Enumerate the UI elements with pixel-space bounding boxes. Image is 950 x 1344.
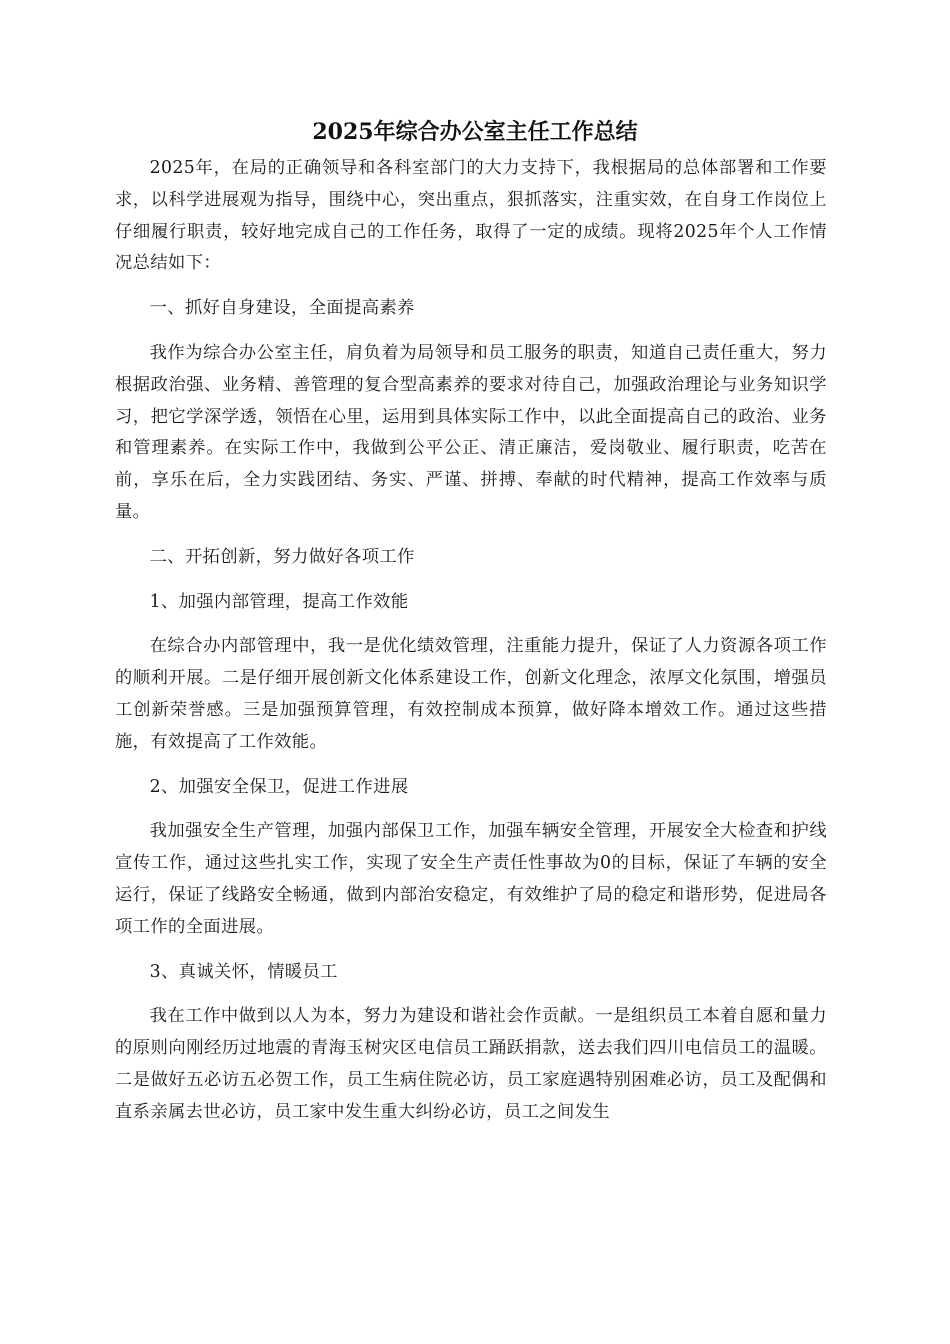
subsection-1-paragraph: 在综合办内部管理中，我一是优化绩效管理，注重能力提升，保证了人力资源各项工作的顺利开展。二是仔细开展创新文化体系建设工作，创新文化理念，浓厚文化氛围，增强员工创新荣誉感。三是加强预算管理，有效控制成本预算，做好降本增效工作。通过这些措施，有效提高了工作效能。 — [115, 636, 827, 752]
subsection-2-paragraph: 我加强安全生产管理，加强内部保卫工作，加强车辆安全管理，开展安全大检查和护线宣传工作，通过这些扎实工作，实现了安全生产责任性事故为0的目标，保证了车辆的安全运行，保证了线路安全畅通，做到内部治安稳定，有效维护了局的稳定和谐形势，促进局各项工作的全面进展。 — [115, 821, 827, 937]
section-heading-2: 二、开拓创新，努力做好各项工作 — [149, 546, 415, 567]
subsection-heading-2: 2、加强安全保卫，促进工作进展 — [149, 776, 409, 797]
intro-paragraph: 2025年，在局的正确领导和各科室部门的大力支持下，我根据局的总体部署和工作要求，以科学进展观为指导，围绕中心，突出重点，狠抓落实，注重实效，在自身工作岗位上仔细履行职责，较好地完成自己的工作任务，取得了一定的成绩。现将2025年个人工作情况总结如下： — [115, 158, 827, 274]
subsection-heading-3: 3、真诚关怀，情暖员工 — [149, 961, 338, 982]
document-title: 2025年综合办公室主任工作总结 — [312, 119, 638, 145]
section-1-paragraph: 我作为综合办公室主任，肩负着为局领导和员工服务的职责，知道自己责任重大，努力根据政治强、业务精、善管理的复合型高素养的要求对待自己，加强政治理论与业务知识学习，把它学深学透，领悟在心里，运用到具体实际工作中，以此全面提高自己的政治、业务和管理素养。在实际工作中，我做到公平公正、清正廉洁，爱岗敬业、履行职责，吃苦在前，享乐在后，全力实践团结、务实、严谨、拼搏、奉献的时代精神，提高工作效率与质量。 — [115, 342, 827, 522]
document-body — [115, 153, 827, 1142]
subsection-heading-1: 1、加强内部管理，提高工作效能 — [149, 591, 409, 612]
subsection-3-paragraph: 我在工作中做到以人为本，努力为建设和谐社会作贡献。一是组织员工本着自愿和量力的原则向刚经历过地震的青海玉树灾区电信员工踊跃捐款，送去我们四川电信员工的温暖。二是做好五必访五必贺工作，员工生病住院必访，员工家庭遇特别困难必访，员工及配偶和直系亲属去世必访，员工家中发生重大纠纷必访，员工之间发生 — [115, 1006, 827, 1122]
section-heading-1: 一、抓好自身建设，全面提高素养 — [149, 298, 415, 319]
